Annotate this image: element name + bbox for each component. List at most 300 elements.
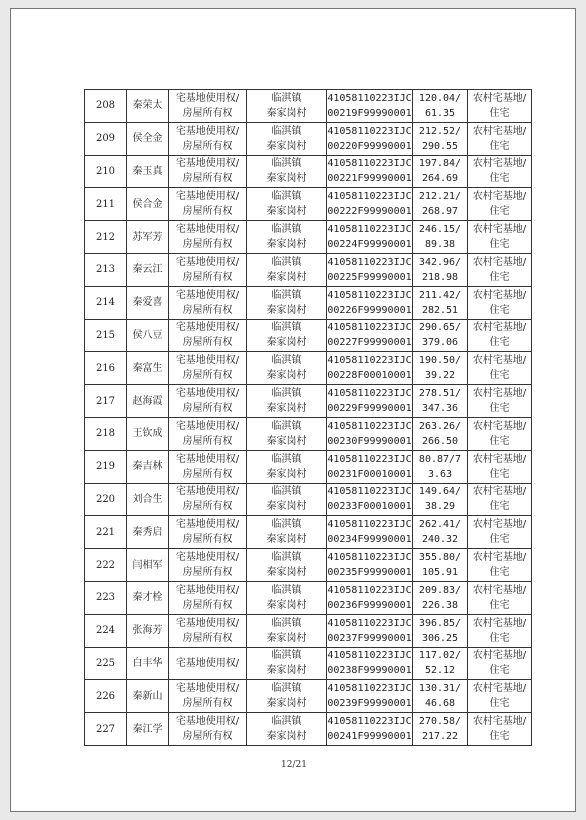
right-type-cell [169,581,247,614]
right-type-cell [169,614,247,647]
right-type-line: 房屋所有权 [182,468,233,480]
area-line: 240.32 [421,534,459,546]
unit-number-line: 00239F99990001 [327,698,412,710]
owner-name-cell: 苏军芳 [127,221,169,254]
land-use-line: 农村宅基地/ [472,650,527,662]
right-type-cell [169,155,247,188]
location-line: 秦家岗村 [266,304,307,316]
unit-number-line: 00237F99990001 [327,632,412,644]
unit-number-cell [327,90,413,123]
area-line: 80.87/7 [418,453,462,465]
unit-number-line: 41058110223IJC [327,256,412,268]
area-line: 217.22 [421,731,459,743]
area-line: 52.12 [424,665,456,677]
location-line: 临淇镇 [271,289,302,301]
land-use-line: 住宅 [489,304,510,316]
land-use-line: 农村宅基地/ [472,125,527,137]
location-line: 临淇镇 [271,716,302,728]
location-cell [247,581,327,614]
right-type-cell [169,516,247,549]
area-line: 46.68 [424,698,456,710]
row-number-cell: 222 [85,549,127,582]
location-line: 临淇镇 [271,650,302,662]
unit-number-cell [327,286,413,319]
table-body [85,90,532,746]
table-row [85,614,532,647]
right-type-line: 宅基地使用权/ [175,683,240,695]
location-line: 秦家岗村 [266,403,307,415]
land-use-cell [468,450,532,483]
table-row [85,516,532,549]
location-line: 临淇镇 [271,519,302,531]
land-use-cell [468,286,532,319]
right-type-line: 宅基地使用权/ [175,552,240,564]
area-cell [413,122,468,155]
land-use-cell [468,516,532,549]
area-cell [413,352,468,385]
land-use-line: 农村宅基地/ [472,355,527,367]
right-type-line: 宅基地使用权/ [175,92,240,104]
location-line: 临淇镇 [271,683,302,695]
location-line: 秦家岗村 [266,370,307,382]
right-type-line: 房屋所有权 [182,271,233,283]
unit-number-line: 41058110223IJC [327,224,412,236]
row-number-cell: 209 [85,122,127,155]
location-line: 临淇镇 [271,158,302,170]
location-cell [247,188,327,221]
area-line: 197.84/ [418,158,462,170]
right-type-cell [169,680,247,713]
area-line: 38.29 [424,501,456,513]
land-use-line: 住宅 [489,731,510,743]
right-type-line: 房屋所有权 [182,206,233,218]
unit-number-line: 41058110223IJC [327,453,412,465]
right-type-line: 房屋所有权 [182,403,233,415]
area-line: 212.52/ [418,125,462,137]
unit-number-line: 41058110223IJC [327,617,412,629]
unit-number-line: 41058110223IJC [327,388,412,400]
table-row [85,581,532,614]
right-type-line: 宅基地使用权/ [175,224,240,236]
land-use-cell [468,713,532,746]
location-cell [247,286,327,319]
land-use-cell [468,155,532,188]
right-type-line: 宅基地使用权/ [175,256,240,268]
unit-number-line: 41058110223IJC [327,683,412,695]
location-line: 秦家岗村 [266,599,307,611]
land-use-cell [468,417,532,450]
location-line: 临淇镇 [271,486,302,498]
right-type-line: 房屋所有权 [182,731,233,743]
location-cell [247,713,327,746]
land-use-cell [468,549,532,582]
row-number-cell: 220 [85,483,127,516]
location-line: 秦家岗村 [266,173,307,185]
owner-name-cell: 侯全金 [127,122,169,155]
unit-number-line: 00220F99990001 [327,140,412,152]
unit-number-line: 41058110223IJC [327,420,412,432]
land-use-line: 农村宅基地/ [472,224,527,236]
area-line: 149.64/ [418,486,462,498]
land-use-line: 农村宅基地/ [472,420,527,432]
row-number-cell: 224 [85,614,127,647]
land-use-cell [468,647,532,680]
area-cell [413,614,468,647]
unit-number-line: 00229F99990001 [327,403,412,415]
area-line: 120.04/ [418,92,462,104]
table-row [85,90,532,123]
location-cell [247,549,327,582]
row-number-cell: 226 [85,680,127,713]
location-cell [247,155,327,188]
location-cell [247,450,327,483]
area-line: 117.02/ [418,650,462,662]
owner-name-cell: 秦吉林 [127,450,169,483]
right-type-cell [169,253,247,286]
area-line: 3.63 [427,468,453,480]
area-line: 130.31/ [418,683,462,695]
unit-number-line: 41058110223IJC [327,716,412,728]
table-row [85,713,532,746]
right-type-line: 房屋所有权 [182,632,233,644]
unit-number-cell [327,549,413,582]
location-line: 秦家岗村 [266,632,307,644]
area-cell [413,188,468,221]
land-use-line: 住宅 [489,599,510,611]
owner-name-cell: 秦新山 [127,680,169,713]
right-type-line: 宅基地使用权/ [175,486,240,498]
table-row [85,155,532,188]
right-type-line: 宅基地使用权/ [175,388,240,400]
location-cell [247,680,327,713]
right-type-line: 房屋所有权 [182,239,233,251]
right-type-line: 房屋所有权 [182,567,233,579]
location-line: 秦家岗村 [266,534,307,546]
location-line: 临淇镇 [271,256,302,268]
unit-number-line: 00241F99990001 [327,731,412,743]
location-cell [247,516,327,549]
unit-number-cell [327,647,413,680]
area-line: 278.51/ [418,388,462,400]
area-line: 379.06 [421,337,459,349]
land-use-cell [468,614,532,647]
row-number-cell: 210 [85,155,127,188]
area-line: 268.97 [421,206,459,218]
area-cell [413,450,468,483]
right-type-cell [169,647,247,680]
location-cell [247,385,327,418]
location-line: 临淇镇 [271,92,302,104]
unit-number-cell [327,221,413,254]
right-type-cell [169,221,247,254]
right-type-line: 房屋所有权 [182,599,233,611]
right-type-line: 宅基地使用权/ [175,657,240,669]
land-use-line: 农村宅基地/ [472,158,527,170]
right-type-line: 宅基地使用权/ [175,617,240,629]
unit-number-cell [327,253,413,286]
owner-name-cell: 赵海霞 [127,385,169,418]
row-number-cell: 217 [85,385,127,418]
row-number-cell: 212 [85,221,127,254]
area-cell [413,221,468,254]
location-line: 临淇镇 [271,322,302,334]
location-line: 秦家岗村 [266,665,307,677]
land-use-line: 住宅 [489,107,510,119]
unit-number-line: 41058110223IJC [327,191,412,203]
unit-number-line: 41058110223IJC [327,486,412,498]
area-line: 270.58/ [418,716,462,728]
right-type-line: 宅基地使用权/ [175,355,240,367]
location-line: 临淇镇 [271,453,302,465]
land-use-cell [468,90,532,123]
land-use-line: 农村宅基地/ [472,289,527,301]
row-number-cell: 211 [85,188,127,221]
land-use-line: 住宅 [489,370,510,382]
area-line: 290.55 [421,140,459,152]
owner-name-cell: 秦秀启 [127,516,169,549]
table-row [85,122,532,155]
unit-number-line: 41058110223IJC [327,355,412,367]
table-row [85,385,532,418]
area-line: 355.80/ [418,552,462,564]
area-cell [413,417,468,450]
document-page [10,8,576,812]
location-line: 秦家岗村 [266,468,307,480]
location-cell [247,614,327,647]
area-cell [413,483,468,516]
location-line: 秦家岗村 [266,107,307,119]
area-cell [413,253,468,286]
land-use-line: 住宅 [489,239,510,251]
land-use-cell [468,253,532,286]
unit-number-cell [327,713,413,746]
land-use-line: 住宅 [489,403,510,415]
right-type-line: 宅基地使用权/ [175,519,240,531]
table-row [85,352,532,385]
owner-name-cell: 闫相军 [127,549,169,582]
land-use-line: 住宅 [489,567,510,579]
area-cell [413,581,468,614]
right-type-cell [169,188,247,221]
unit-number-cell [327,450,413,483]
location-cell [247,319,327,352]
row-number-cell: 221 [85,516,127,549]
right-type-line: 宅基地使用权/ [175,125,240,137]
unit-number-line: 00222F99990001 [327,206,412,218]
location-line: 秦家岗村 [266,435,307,447]
unit-number-line: 00226F99990001 [327,304,412,316]
land-use-line: 农村宅基地/ [472,683,527,695]
area-line: 262.41/ [418,519,462,531]
owner-name-cell: 秦江学 [127,713,169,746]
right-type-cell [169,549,247,582]
unit-number-line: 00221F99990001 [327,173,412,185]
right-type-line: 房屋所有权 [182,370,233,382]
unit-number-line: 41058110223IJC [327,158,412,170]
location-cell [247,221,327,254]
right-type-line: 宅基地使用权/ [175,191,240,203]
owner-name-cell: 张海芳 [127,614,169,647]
row-number-cell: 215 [85,319,127,352]
row-number-cell: 219 [85,450,127,483]
land-use-line: 住宅 [489,632,510,644]
right-type-cell [169,319,247,352]
table-row [85,450,532,483]
right-type-line: 房屋所有权 [182,435,233,447]
right-type-line: 宅基地使用权/ [175,420,240,432]
table-row [85,680,532,713]
registration-table [84,89,532,746]
unit-number-line: 41058110223IJC [327,322,412,334]
area-cell [413,286,468,319]
land-use-line: 农村宅基地/ [472,256,527,268]
land-use-cell [468,385,532,418]
unit-number-line: 00235F99990001 [327,567,412,579]
land-use-line: 农村宅基地/ [472,584,527,596]
location-line: 临淇镇 [271,388,302,400]
location-cell [247,352,327,385]
land-use-line: 农村宅基地/ [472,552,527,564]
unit-number-cell [327,614,413,647]
location-cell [247,417,327,450]
area-line: 347.36 [421,403,459,415]
unit-number-line: 00228F00010001 [327,370,412,382]
unit-number-cell [327,385,413,418]
unit-number-line: 41058110223IJC [327,552,412,564]
land-use-line: 农村宅基地/ [472,519,527,531]
right-type-cell [169,450,247,483]
row-number-cell: 223 [85,581,127,614]
land-use-line: 农村宅基地/ [472,191,527,203]
owner-name-cell: 秦爱喜 [127,286,169,319]
area-line: 342.96/ [418,256,462,268]
row-number-cell: 218 [85,417,127,450]
land-use-line: 农村宅基地/ [472,617,527,629]
owner-name-cell: 秦玉真 [127,155,169,188]
table-row [85,286,532,319]
area-line: 306.25 [421,632,459,644]
location-line: 秦家岗村 [266,731,307,743]
owner-name-cell: 秦荣太 [127,90,169,123]
land-use-cell [468,221,532,254]
land-use-line: 住宅 [489,173,510,185]
area-line: 246.15/ [418,224,462,236]
location-line: 秦家岗村 [266,501,307,513]
right-type-line: 房屋所有权 [182,337,233,349]
table-row [85,647,532,680]
unit-number-cell [327,581,413,614]
unit-number-line: 00225F99990001 [327,271,412,283]
unit-number-cell [327,155,413,188]
unit-number-cell [327,516,413,549]
area-cell [413,680,468,713]
right-type-cell [169,122,247,155]
land-use-cell [468,352,532,385]
location-line: 临淇镇 [271,125,302,137]
unit-number-cell [327,122,413,155]
land-use-line: 农村宅基地/ [472,453,527,465]
right-type-line: 宅基地使用权/ [175,289,240,301]
row-number-cell: 208 [85,90,127,123]
unit-number-line: 00231F00010001 [327,468,412,480]
land-use-line: 住宅 [489,665,510,677]
right-type-line: 房屋所有权 [182,107,233,119]
owner-name-cell: 王钦成 [127,417,169,450]
owner-name-cell: 侯合金 [127,188,169,221]
land-use-line: 农村宅基地/ [472,322,527,334]
location-line: 秦家岗村 [266,239,307,251]
area-cell [413,647,468,680]
land-use-line: 农村宅基地/ [472,486,527,498]
row-number-cell: 225 [85,647,127,680]
area-cell [413,516,468,549]
location-line: 临淇镇 [271,552,302,564]
row-number-cell: 213 [85,253,127,286]
unit-number-cell [327,352,413,385]
unit-number-line: 00236F99990001 [327,599,412,611]
unit-number-line: 00230F99990001 [327,435,412,447]
unit-number-line: 00224F99990001 [327,239,412,251]
area-cell [413,319,468,352]
unit-number-line: 00233F00010001 [327,501,412,513]
area-line: 282.51 [421,304,459,316]
location-line: 临淇镇 [271,355,302,367]
unit-number-line: 41058110223IJC [327,584,412,596]
area-line: 89.38 [424,239,456,251]
table-row [85,417,532,450]
right-type-cell [169,352,247,385]
table-row [85,319,532,352]
owner-name-cell: 侯八豆 [127,319,169,352]
row-number-cell: 214 [85,286,127,319]
owner-name-cell: 白丰华 [127,647,169,680]
area-line: 264.69 [421,173,459,185]
land-use-line: 住宅 [489,337,510,349]
right-type-cell [169,385,247,418]
row-number-cell: 216 [85,352,127,385]
land-use-line: 住宅 [489,271,510,283]
land-use-line: 住宅 [489,534,510,546]
location-line: 临淇镇 [271,224,302,236]
table-row [85,188,532,221]
unit-number-line: 00238F99990001 [327,665,412,677]
location-line: 临淇镇 [271,420,302,432]
area-line: 39.22 [424,370,456,382]
area-line: 105.91 [421,567,459,579]
unit-number-line: 41058110223IJC [327,92,412,104]
location-line: 秦家岗村 [266,140,307,152]
land-use-cell [468,319,532,352]
area-cell [413,385,468,418]
area-line: 218.98 [421,271,459,283]
unit-number-line: 41058110223IJC [327,125,412,137]
land-use-cell [468,188,532,221]
land-use-line: 住宅 [489,468,510,480]
right-type-line: 房屋所有权 [182,173,233,185]
location-line: 秦家岗村 [266,206,307,218]
owner-name-cell: 秦云江 [127,253,169,286]
location-cell [247,483,327,516]
table-row [85,221,532,254]
area-cell [413,713,468,746]
unit-number-cell [327,417,413,450]
area-line: 226.38 [421,599,459,611]
location-line: 临淇镇 [271,584,302,596]
unit-number-line: 41058110223IJC [327,519,412,531]
right-type-line: 房屋所有权 [182,501,233,513]
location-cell [247,647,327,680]
right-type-cell [169,483,247,516]
